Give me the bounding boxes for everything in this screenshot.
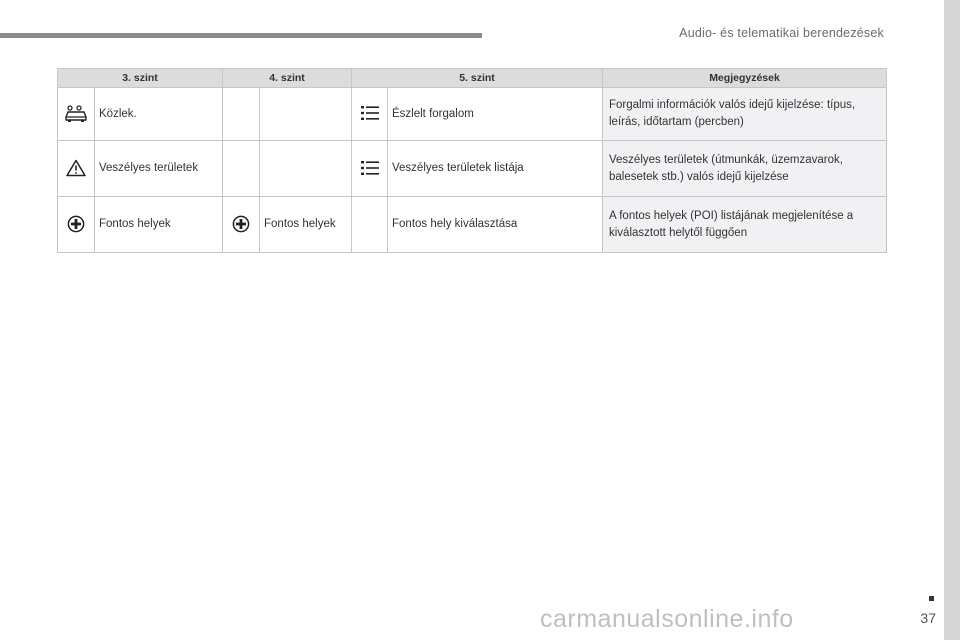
level5-label: Fontos hely kiválasztása xyxy=(388,197,603,253)
level3-label: Közlek. xyxy=(95,88,223,141)
poi-plus-icon xyxy=(67,215,85,233)
level5-icon-cell xyxy=(352,88,388,141)
level5-label: Veszélyes területek listája xyxy=(388,141,603,197)
level5-icon-cell xyxy=(352,141,388,197)
car-passengers-icon xyxy=(65,105,87,123)
level5-label: Észlelt forgalom xyxy=(388,88,603,141)
poi-plus-icon xyxy=(232,215,250,233)
page-number: 37 xyxy=(920,610,936,626)
note-cell: A fontos helyek (POI) listájának megjelenítése a kiválasztott helytől függően xyxy=(603,197,887,253)
level4-icon-cell xyxy=(223,197,260,253)
table-header-row xyxy=(58,69,887,88)
menu-levels-table xyxy=(57,68,887,253)
level3-icon-cell xyxy=(58,141,95,197)
column-header-level4: 4. szint xyxy=(223,69,352,88)
column-header-level3: 3. szint xyxy=(58,69,223,88)
level4-icon-cell xyxy=(223,88,260,141)
note-cell: Veszélyes területek (útmunkák, üzemzavarok, balesetek stb.) valós idejű kijelzése xyxy=(603,141,887,197)
level4-label: Fontos helyek xyxy=(260,197,352,253)
list-icon xyxy=(361,160,379,176)
level4-label xyxy=(260,141,352,197)
table-row xyxy=(58,141,887,197)
column-header-notes: Megjegyzések xyxy=(603,69,887,88)
watermark-text: carmanualsonline.info xyxy=(540,605,794,633)
column-header-level5: 5. szint xyxy=(352,69,603,88)
level3-label: Fontos helyek xyxy=(95,197,223,253)
level3-icon-cell xyxy=(58,88,95,141)
table-row xyxy=(58,197,887,253)
list-icon xyxy=(361,105,379,121)
level3-icon-cell xyxy=(58,197,95,253)
level5-icon-cell xyxy=(352,197,388,253)
warning-triangle-icon xyxy=(66,159,86,177)
level3-label: Veszélyes területek xyxy=(95,141,223,197)
table-row xyxy=(58,88,887,141)
page-header-title: Audio- és telematikai berendezések xyxy=(679,26,884,40)
note-cell: Forgalmi információk valós idejű kijelzése: típus, leírás, időtartam (percben) xyxy=(603,88,887,141)
page-edge-strip xyxy=(944,0,960,640)
level4-label xyxy=(260,88,352,141)
page-marker xyxy=(929,596,934,601)
header-bar xyxy=(0,33,482,38)
level4-icon-cell xyxy=(223,141,260,197)
